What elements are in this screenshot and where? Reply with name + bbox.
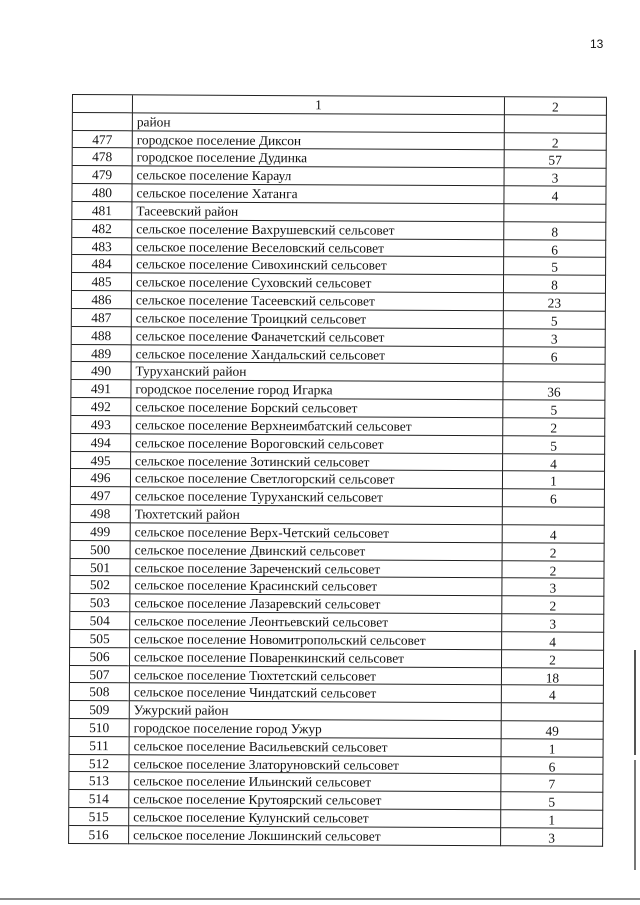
row-name-cell: Тасеевский район — [132, 202, 504, 222]
row-number-cell: 505 — [70, 630, 130, 648]
row-name-cell: сельское поселение Хандальский сельсовет — [132, 345, 504, 365]
row-name-cell: сельское поселение Васильевский сельсовет — [130, 737, 502, 757]
row-value-cell: 2 — [503, 543, 605, 561]
row-name-cell: сельское поселение Тасеевский сельсовет — [132, 291, 504, 311]
row-value-cell: 49 — [502, 721, 604, 739]
row-name-cell: сельское поселение Тюхтетский сельсовет — [130, 666, 502, 686]
row-number-cell: 491 — [71, 380, 131, 398]
row-name-cell: сельское поселение Троицкий сельсовет — [132, 309, 504, 329]
row-value-cell — [503, 365, 605, 383]
row-number-cell: 509 — [70, 701, 130, 719]
row-value-cell: 5 — [501, 793, 603, 811]
row-value-cell: 23 — [504, 293, 606, 311]
row-value-cell: 4 — [503, 454, 605, 472]
row-value-cell: 1 — [501, 810, 603, 828]
row-value-cell: 7 — [501, 775, 603, 793]
row-name-cell: Туруханский район — [132, 363, 504, 383]
row-number-cell: 514 — [69, 790, 129, 808]
row-name-cell: сельское поселение Поваренкинский сельсовет — [130, 648, 502, 668]
row-value-cell: 2 — [502, 650, 604, 668]
row-name-cell: сельское поселение Зареченский сельсовет — [130, 559, 502, 579]
header-value-cell: 2 — [505, 97, 607, 115]
row-number-cell: 513 — [69, 772, 129, 790]
row-name-cell: сельское поселение Лазаревский сельсовет — [130, 595, 502, 615]
row-value-cell: 36 — [503, 383, 605, 401]
row-name-cell: сельское поселение Крутоярский сельсовет — [129, 791, 501, 811]
row-number-cell: 490 — [72, 362, 132, 380]
row-number-cell: 504 — [70, 612, 130, 630]
row-value-cell: 5 — [504, 311, 606, 329]
row-value-cell: 2 — [505, 133, 607, 151]
row-number-cell: 506 — [70, 648, 130, 666]
row-value-cell: 6 — [504, 240, 606, 258]
row-name-cell: сельское поселение Хатанга — [132, 184, 504, 204]
row-value-cell: 5 — [503, 436, 605, 454]
row-value-cell: 3 — [502, 614, 604, 632]
row-number-cell: 478 — [73, 148, 133, 166]
row-name-cell: сельское поселение Караул — [133, 167, 505, 187]
row-number-cell: 512 — [69, 755, 129, 773]
row-number-cell: 483 — [72, 238, 132, 256]
row-number-cell: 482 — [72, 220, 132, 238]
row-number-cell: 487 — [72, 309, 132, 327]
row-value-cell — [504, 204, 606, 222]
row-number-cell: 481 — [72, 202, 132, 220]
municipality-table — [68, 94, 607, 847]
row-number-cell — [73, 113, 133, 131]
table-body — [69, 113, 607, 847]
row-name-cell: сельское поселение Веселовский сельсовет — [132, 238, 504, 258]
row-name-cell: сельское поселение Борский сельсовет — [131, 398, 503, 418]
row-name-cell: сельское поселение Фаначетский сельсовет — [132, 327, 504, 347]
row-number-cell: 508 — [70, 683, 130, 701]
row-value-cell: 6 — [503, 489, 605, 507]
table-row — [69, 826, 603, 847]
row-name-cell: сельское поселение Верх-Четский сельсовет — [131, 523, 503, 543]
row-value-cell: 1 — [503, 472, 605, 490]
row-value-cell: 3 — [502, 579, 604, 597]
row-number-cell: 480 — [72, 184, 132, 202]
row-value-cell: 4 — [503, 525, 605, 543]
scan-bottom-line — [0, 898, 640, 900]
row-name-cell: район — [133, 113, 505, 133]
row-name-cell: городское поселение город Ужур — [130, 719, 502, 739]
row-value-cell: 3 — [501, 828, 603, 846]
row-value-cell: 6 — [504, 347, 606, 365]
row-number-cell: 493 — [71, 416, 131, 434]
row-number-cell: 489 — [72, 345, 132, 363]
row-number-cell: 502 — [70, 576, 130, 594]
row-value-cell: 3 — [504, 329, 606, 347]
row-name-cell: сельское поселение Новомитропольский сельсовет — [130, 630, 502, 650]
row-number-cell: 477 — [73, 131, 133, 149]
row-number-cell: 496 — [71, 469, 131, 487]
row-number-cell: 485 — [72, 273, 132, 291]
row-name-cell: сельское поселение Вахрушевский сельсовет — [132, 220, 504, 240]
row-number-cell: 479 — [73, 166, 133, 184]
row-name-cell: сельское поселение Кулунский сельсовет — [129, 808, 501, 828]
row-value-cell: 2 — [503, 418, 605, 436]
row-name-cell: городское поселение Дудинка — [133, 149, 505, 169]
row-number-cell: 499 — [71, 523, 131, 541]
page-number: 13 — [590, 37, 604, 51]
row-name-cell: городское поселение Диксон — [133, 131, 505, 151]
row-name-cell: сельское поселение Красинский сельсовет — [130, 577, 502, 597]
row-value-cell: 2 — [502, 561, 604, 579]
row-value-cell — [505, 115, 607, 133]
row-value-cell: 3 — [505, 169, 607, 187]
scan-edge-mark — [634, 760, 636, 870]
row-name-cell: сельское поселение Двинский сельсовет — [131, 541, 503, 561]
header-name-cell: 1 — [133, 95, 505, 115]
row-name-cell: сельское поселение Верхнеимбатский сельсовет — [131, 416, 503, 436]
scan-edge-mark — [634, 650, 636, 755]
row-value-cell: 4 — [502, 686, 604, 704]
header-num-cell — [73, 95, 133, 113]
row-name-cell: Тюхтетский район — [131, 505, 503, 525]
row-number-cell: 497 — [71, 487, 131, 505]
row-number-cell: 501 — [70, 559, 130, 577]
row-number-cell: 494 — [71, 434, 131, 452]
row-name-cell: Ужурский район — [130, 701, 502, 721]
row-number-cell: 488 — [72, 327, 132, 345]
row-number-cell: 503 — [70, 594, 130, 612]
row-value-cell: 5 — [503, 400, 605, 418]
row-name-cell: сельское поселение Ворогoвский сельсовет — [131, 434, 503, 454]
row-number-cell: 516 — [69, 826, 129, 844]
row-value-cell: 4 — [504, 186, 606, 204]
row-value-cell: 6 — [501, 757, 603, 775]
row-number-cell: 498 — [71, 505, 131, 523]
row-value-cell — [503, 507, 605, 525]
row-number-cell: 511 — [70, 737, 130, 755]
row-number-cell: 507 — [70, 665, 130, 683]
row-name-cell: сельское поселение Туруханский сельсовет — [131, 488, 503, 508]
row-name-cell: сельское поселение Зотинский сельсовет — [131, 452, 503, 472]
row-name-cell: сельское поселение Чиндатский сельсовет — [130, 684, 502, 704]
row-number-cell: 492 — [71, 398, 131, 416]
row-number-cell: 510 — [70, 719, 130, 737]
row-value-cell: 2 — [502, 596, 604, 614]
row-name-cell: сельское поселение Ильинский сельсовет — [129, 773, 501, 793]
row-value-cell: 1 — [502, 739, 604, 757]
row-number-cell: 500 — [71, 541, 131, 559]
row-name-cell: городское поселение город Игарка — [131, 381, 503, 401]
row-number-cell: 515 — [69, 808, 129, 826]
row-number-cell: 495 — [71, 452, 131, 470]
row-value-cell: 4 — [502, 632, 604, 650]
row-value-cell: 57 — [505, 151, 607, 169]
row-name-cell: сельское поселение Леонтьевский сельсовет — [130, 612, 502, 632]
row-number-cell: 486 — [72, 291, 132, 309]
row-name-cell: сельское поселение Светлогорский сельсовет — [131, 470, 503, 490]
row-value-cell: 18 — [502, 668, 604, 686]
row-value-cell: 8 — [504, 222, 606, 240]
row-name-cell: сельское поселение Суховский сельсовет — [132, 274, 504, 294]
row-name-cell: сельское поселение Локшинский сельсовет — [129, 826, 501, 846]
row-value-cell — [502, 703, 604, 721]
row-value-cell: 8 — [504, 276, 606, 294]
row-value-cell: 5 — [504, 258, 606, 276]
row-name-cell: сельское поселение Златоруновский сельсовет — [129, 755, 501, 775]
row-name-cell: сельское поселение Сивохинский сельсовет — [132, 256, 504, 276]
row-number-cell: 484 — [72, 255, 132, 273]
